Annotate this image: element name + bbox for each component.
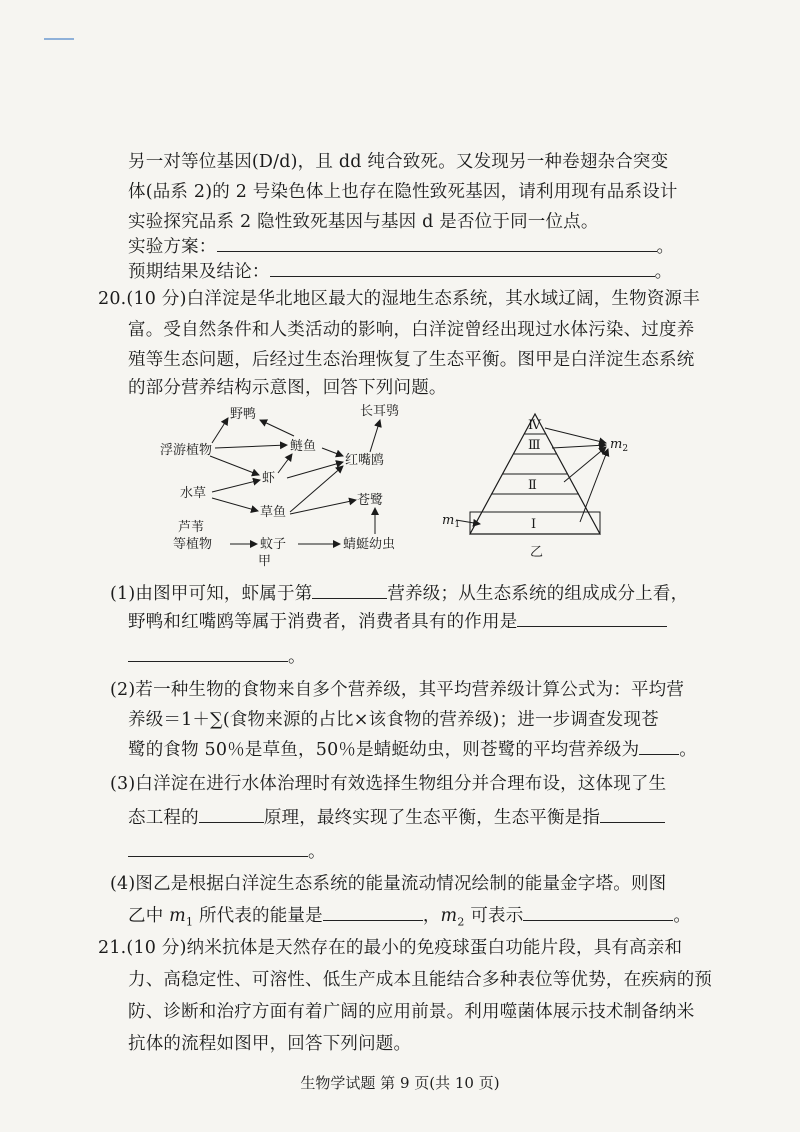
q21-text-line: 21.(10 分)纳米抗体是天然存在的最小的免疫球蛋白功能片段，具有高亲和 <box>98 938 683 958</box>
q19-text-line: 体(品系 2)的 2 号染色体上也存在隐性致死基因，请利用现有品系设计 <box>128 182 678 202</box>
figure-caption-jia: 甲 <box>258 554 272 569</box>
scan-mark <box>44 38 74 40</box>
pyramid-level-3: Ⅲ <box>528 438 541 453</box>
trophic-level-blank[interactable] <box>312 582 387 599</box>
q21-text-line: 防、诊断和治疗方面有着广阔的应用前景。利用噬菌体展示技术制备纳米 <box>128 1002 695 1022</box>
node-black-headed-gull: 红嘴鸥 <box>345 453 385 468</box>
q20-sub4-line1: (4)图乙是根据白洋淀生态系统的能量流动情况绘制的能量金字塔。则图 <box>110 874 667 894</box>
q20-sub3-line3: 。 <box>128 840 326 864</box>
node-wild-duck: 野鸭 <box>230 407 257 422</box>
node-grass-carp: 草鱼 <box>260 505 287 520</box>
page-footer: 生物学试题 第 9 页(共 10 页) <box>300 1074 500 1092</box>
q20-sub2-line2: 养级＝1＋∑(食物来源的占比×该食物的营养级)；进一步调查发现苍 <box>128 710 659 730</box>
node-silver-carp: 鲢鱼 <box>290 439 317 454</box>
period: 。 <box>656 237 675 257</box>
expected-result-label: 预期结果及结论： <box>128 262 270 282</box>
q20-text-line: 富。受自然条件和人类活动的影响，白洋淀曾经出现过水体污染、过度养 <box>128 320 695 340</box>
node-dragonfly-larva: 蜻蜓幼虫 <box>343 537 396 552</box>
node-grey-heron: 苍鹭 <box>357 493 384 508</box>
ecological-principle-blank[interactable] <box>199 806 264 823</box>
q20-sub3-line2: 态工程的 原理，最终实现了生态平衡，生态平衡是指 <box>128 806 665 830</box>
node-reed: 芦苇 <box>178 520 205 535</box>
node-phytoplankton: 浮游植物 <box>160 443 213 458</box>
consumer-role-blank-cont[interactable] <box>128 645 288 662</box>
q20-sub2-line3: 鹭的食物 50％是草鱼，50％是蜻蜓幼虫，则苍鹭的平均营养级为 。 <box>128 740 697 760</box>
pyramid-level-2: Ⅱ <box>528 478 537 493</box>
q20-text-line: 20.(10 分)白洋淀是华北地区最大的湿地生态系统，其水域辽阔，生物资源丰 <box>98 289 700 309</box>
q20-sub1-line1: (1)由图甲可知，虾属于第 营养级；从生态系统的组成成分上看， <box>110 584 689 604</box>
q21-text-line: 抗体的流程如图甲，回答下列问题。 <box>128 1034 412 1054</box>
node-aquatic-grass: 水草 <box>180 486 207 501</box>
m1-energy-blank[interactable] <box>323 904 423 921</box>
q19-text-line: 另一对等位基因(D/d)，且 dd 纯合致死。又发现另一种卷翅杂合突变 <box>128 152 669 172</box>
q20-sub1-line2: 野鸭和红嘴鸥等属于消费者，消费者具有的作用是 <box>128 610 667 634</box>
pyramid-m1-label: $m_1$ <box>442 513 461 530</box>
q19-text-line: 实验探究品系 2 隐性致死基因与基因 d 是否位于同一位点。 <box>128 212 599 232</box>
node-other-plants: 等植物 <box>173 537 213 552</box>
node-mosquito: 蚊子 <box>260 537 287 552</box>
ecological-balance-blank[interactable] <box>600 806 665 823</box>
figure-food-web-and-pyramid <box>160 398 640 580</box>
q20-text-line: 的部分营养结构示意图，回答下列问题。 <box>128 378 447 398</box>
q20-sub2-line1: (2)若一种生物的食物来自多个营养级，其平均营养级计算公式为：平均营 <box>110 680 685 700</box>
average-trophic-level-blank[interactable] <box>639 738 679 755</box>
q20-text-line: 殖等生态问题，后经过生态治理恢复了生态平衡。图甲是白洋淀生态系统 <box>128 350 695 370</box>
food-web-arrows <box>210 418 380 544</box>
experiment-plan-label: 实验方案： <box>128 237 217 257</box>
energy-pyramid <box>442 414 628 560</box>
q19-experiment-plan <box>128 235 674 259</box>
q20-sub1-line3: 。 <box>128 645 306 669</box>
figure-caption-yi: 乙 <box>530 545 544 560</box>
pyramid-level-4: Ⅳ <box>528 418 541 433</box>
q19-expected-result <box>128 260 672 284</box>
ecological-balance-blank-cont[interactable] <box>128 840 308 857</box>
pyramid-level-1: Ⅰ <box>531 517 537 532</box>
experiment-plan-blank[interactable] <box>217 235 657 252</box>
expected-result-blank[interactable] <box>270 260 655 277</box>
q20-sub3-line1: (3)白洋淀在进行水体治理时有效选择生物组分并合理布设，这体现了生 <box>110 774 667 794</box>
q20-sub4-line2: 乙中 $m_1$ 所代表的能量是 ，$m_2$ 可表示 。 <box>128 906 692 929</box>
node-shrimp: 虾 <box>262 471 276 486</box>
q21-text-line: 力、高稳定性、可溶性、低生产成本且能结合多种表位等优势，在疾病的预 <box>128 970 713 990</box>
period: 。 <box>654 262 673 282</box>
node-long-eared-owl: 长耳鸮 <box>360 404 400 419</box>
pyramid-m2-label: $m_2$ <box>610 437 629 454</box>
m2-meaning-blank[interactable] <box>523 904 673 921</box>
consumer-role-blank[interactable] <box>517 610 667 627</box>
